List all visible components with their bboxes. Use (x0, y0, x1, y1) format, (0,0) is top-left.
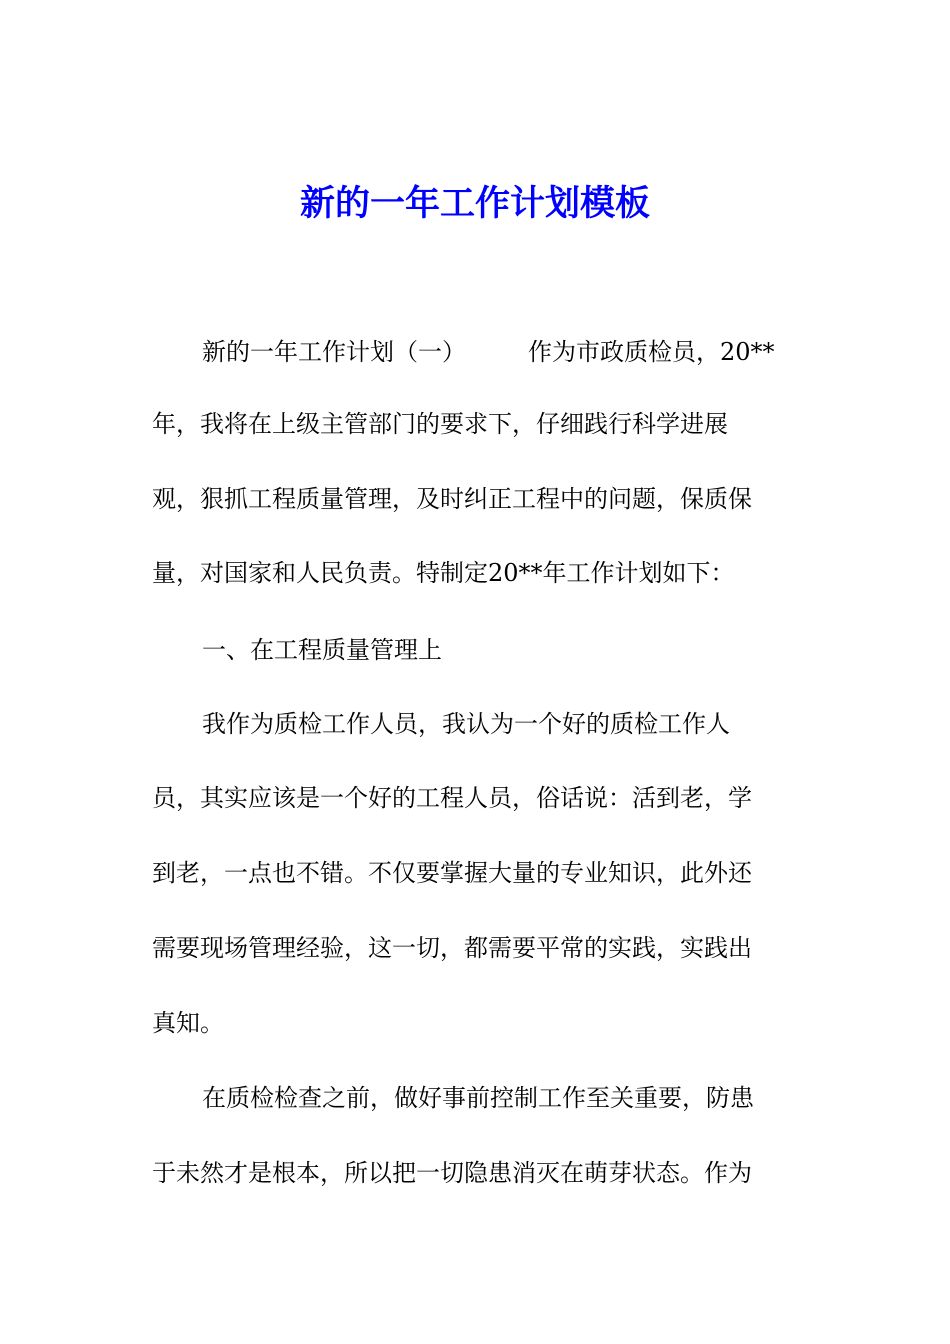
section-heading-inline: 新的一年工作计划（一） (202, 338, 466, 366)
paragraph-line: 员，其实应该是一个好的工程人员，俗话说：活到老，学 (152, 784, 752, 812)
paragraph-line: 观，狠抓工程质量管理，及时纠正工程中的问题，保质保 (152, 485, 752, 513)
paragraph-text: 作为市政质检员，20** (528, 338, 775, 366)
paragraph-line: 于未然才是根本，所以把一切隐患消灭在萌芽状态。作为 (152, 1159, 752, 1187)
document-title: 新的一年工作计划模板 (299, 183, 650, 224)
paragraph-line: 量，对国家和人民负责。特制定20**年工作计划如下： (152, 559, 735, 587)
paragraph-line: 在质检检查之前，做好事前控制工作至关重要，防患 (202, 1084, 754, 1112)
section-heading: 一、在工程质量管理上 (202, 636, 442, 664)
paragraph-line: 真知。 (152, 1009, 224, 1037)
paragraph-line: 到老，一点也不错。不仅要掌握大量的专业知识，此外还 (152, 859, 752, 887)
paragraph-line: 年，我将在上级主管部门的要求下，仔细践行科学进展 (152, 410, 728, 438)
paragraph-line: 我作为质检工作人员，我认为一个好的质检工作人 (202, 710, 730, 738)
paragraph-line (202, 334, 775, 370)
paragraph-line: 需要现场管理经验，这一切，都需要平常的实践，实践出 (152, 934, 752, 962)
